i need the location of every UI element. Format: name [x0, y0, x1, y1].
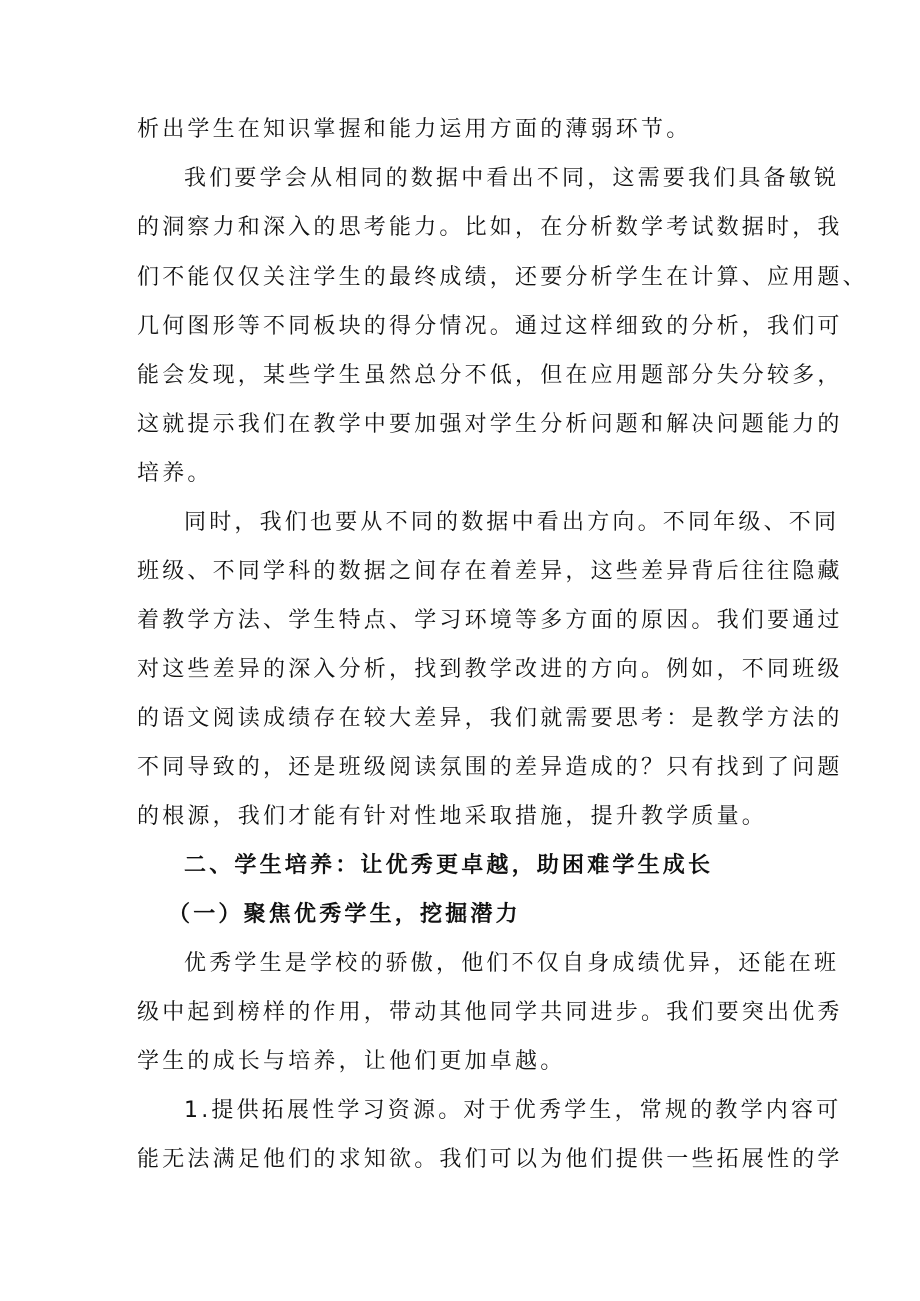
text-line: 级中起到榜样的作用，带动其他同学共同进步。我们要突出优秀	[137, 1000, 843, 1025]
text-line: 不同导致的，还是班级阅读氛围的差异造成的？只有找到了问题	[137, 755, 843, 780]
text-line: 能会发现，某些学生虽然总分不低，但在应用题部分失分较多，	[137, 363, 843, 388]
text-line: 几何图形等不同板块的得分情况。通过这样细致的分析，我们可	[137, 314, 843, 339]
text-line: 的根源，我们才能有针对性地采取措施，提升教学质量。	[137, 804, 768, 829]
text-line: 的洞察力和深入的思考能力。比如，在分析数学考试数据时，我	[137, 215, 843, 240]
paragraph-start-line: 我们要学会从相同的数据中看出不同，这需要我们具备敏锐	[184, 166, 840, 191]
paragraph-start-line: 优秀学生是学校的骄傲，他们不仅自身成绩优异，还能在班	[184, 951, 840, 976]
section-heading: 二、学生培养：让优秀更卓越，助困难学生成长	[184, 853, 714, 878]
text-line: 班级、不同学科的数据之间存在着差异，这些差异背后往往隐藏	[137, 559, 843, 584]
text-line: 析出学生在知识掌握和能力运用方面的薄弱环节。	[137, 117, 692, 142]
text-line: 着教学方法、学生特点、学习环境等多方面的原因。我们要通过	[137, 608, 843, 633]
text-line: 的语文阅读成绩存在较大差异，我们就需要思考：是教学方法的	[137, 706, 843, 731]
text-line: 能无法满足他们的求知欲。我们可以为他们提供一些拓展性的学	[137, 1147, 843, 1172]
paragraph-start-line: 同时，我们也要从不同的数据中看出方向。不同年级、不同	[184, 510, 840, 535]
text-line: 学生的成长与培养，让他们更加卓越。	[137, 1049, 566, 1074]
text-line: 对这些差异的深入分析，找到教学改进的方向。例如，不同班级	[137, 657, 843, 682]
text-line: 这就提示我们在教学中要加强对学生分析问题和解决问题能力的	[137, 412, 843, 437]
text-line: 培养。	[137, 461, 213, 486]
text-line: 们不能仅仅关注学生的最终成绩，还要分析学生在计算、应用题、	[137, 265, 868, 290]
subsection-heading: （一）聚焦优秀学生，挖掘潜力	[168, 902, 521, 927]
list-item-line: 1.提供拓展性学习资源。对于优秀学生，常规的教学内容可	[184, 1098, 842, 1123]
